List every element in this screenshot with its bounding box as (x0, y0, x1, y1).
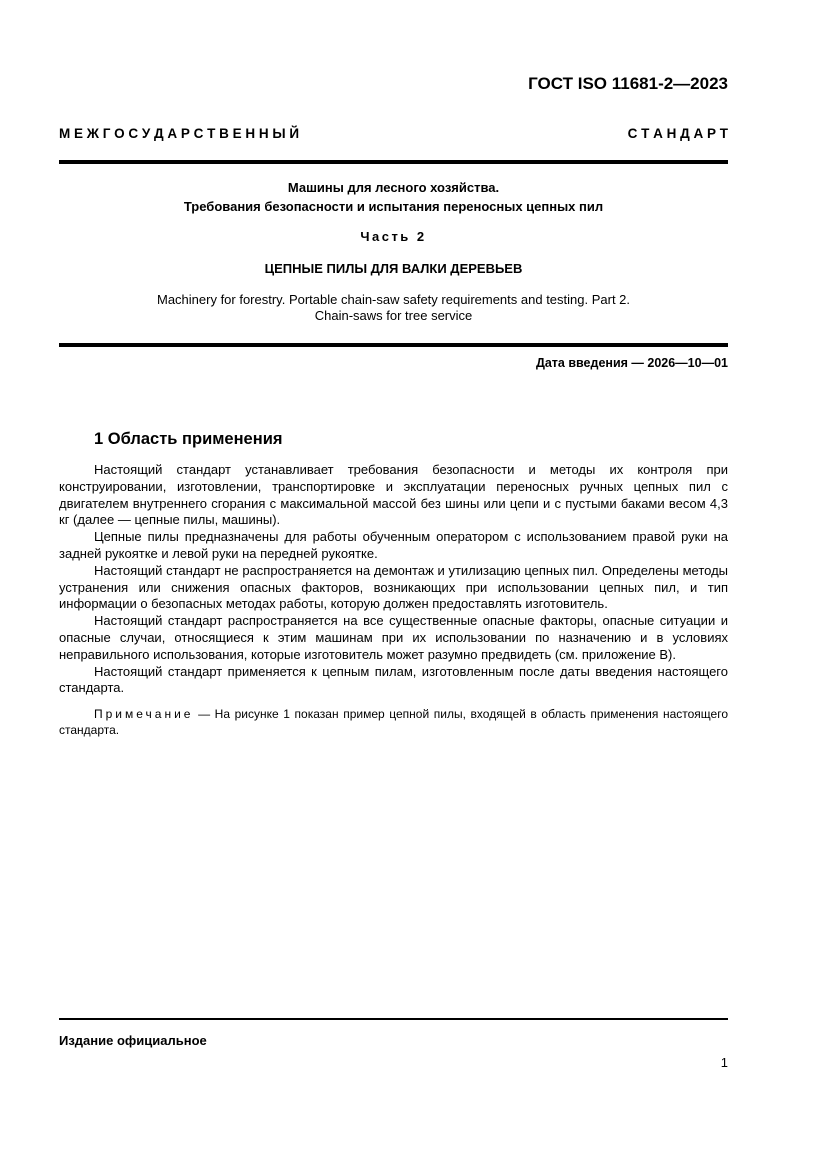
interstate-word-1: М Е Ж Г О С У Д А Р С Т В Е Н Н Ы Й (59, 126, 300, 141)
introduction-date: Дата введения — 2026—10—01 (535, 356, 728, 370)
note-text: — На рисунке 1 показан пример цепной пилы, входящей в область применения настоящего стандарта. (59, 707, 728, 738)
title-rule (59, 343, 728, 347)
page-number: 1 (720, 1055, 728, 1070)
paragraph: Настоящий стандарт распространяется на все существенные опасные факторы, опасные ситуации и опасные случаи, относящиеся к этим машинам при их использовании по назначению и в условиях неправильного использования, которые изготовитель может разумно предвидеть (см. приложение В). (59, 613, 728, 662)
part-label: Часть 2 (360, 229, 427, 244)
document-title (59, 178, 728, 216)
section-heading: 1 Область применения (94, 430, 283, 448)
official-edition-label: Издание официальное (59, 1033, 207, 1048)
top-rule (59, 160, 728, 164)
paragraph: Настоящий стандарт устанавливает требования безопасности и методы их контроля при конструировании, изготовлении, транспортировке и эксплуатации переносных ручных цепных пил с двигателем внутреннего сгорания с максимальной массой без шины или цепи и с пустыми баками весом 4,3 кг (далее — цепные пилы, машины). (59, 462, 728, 528)
note (59, 706, 728, 738)
note-label: Примечание (94, 707, 194, 722)
standard-code: ГОСТ ISO 11681-2—2023 (528, 74, 728, 93)
title-line-1: Машины для лесного хозяйства. (287, 180, 500, 195)
paragraph: Цепные пилы предназначены для работы обученным оператором с использованием правой руки на задней рукоятке и левой руки на передней рукоятке. (59, 529, 728, 561)
interstate-standard-banner (59, 126, 728, 141)
part-subtitle: ЦЕПНЫЕ ПИЛЫ ДЛЯ ВАЛКИ ДЕРЕВЬЕВ (264, 261, 523, 276)
english-title (59, 292, 728, 324)
section-body (59, 462, 728, 738)
interstate-word-2: С Т А Н Д А Р Т (627, 126, 728, 141)
footer-rule (59, 1018, 728, 1020)
title-line-2: Требования безопасности и испытания переносных цепных пил (183, 199, 604, 214)
paragraph: Настоящий стандарт не распространяется на демонтаж и утилизацию цепных пил. Определены методы устранения или снижения опасных факторов, возникающих при использовании цепных пил, и тип информации о безопасных методах работы, которую должен предоставлять изготовитель. (59, 562, 728, 612)
paragraph: Настоящий стандарт применяется к цепным пилам, изготовленным после даты введения настоящего стандарта. (59, 663, 728, 696)
english-title-line-1: Machinery for forestry. Portable chain-saw safety requirements and testing. Part 2. (156, 292, 631, 307)
english-title-line-2: Chain-saws for tree service (314, 308, 473, 323)
